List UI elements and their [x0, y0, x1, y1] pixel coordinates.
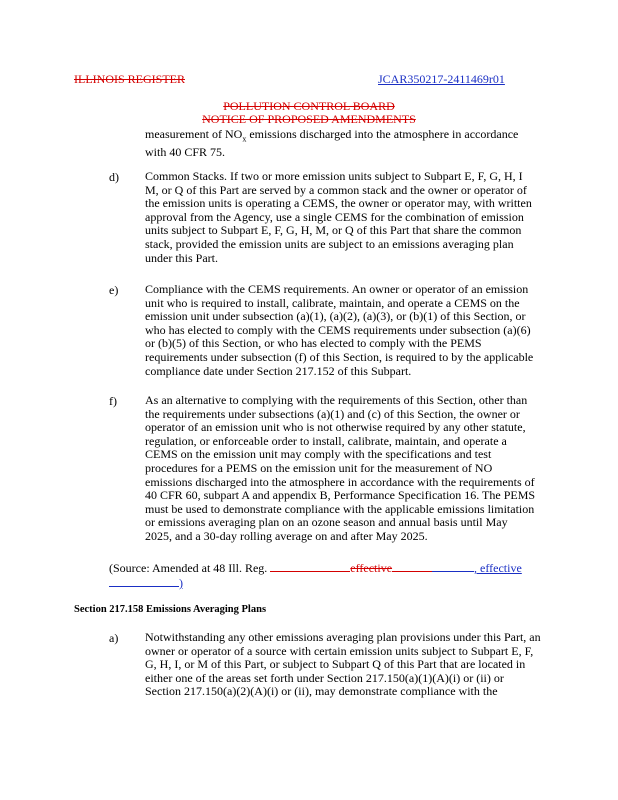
para-f [145, 394, 595, 544]
para-f-line: As an alternative to complying with the requirements of this Section, other than [145, 393, 528, 407]
source-blank-struck [270, 561, 350, 572]
jcar-code [378, 72, 505, 87]
para-f-line: or emissions averaging plan on an ozone season and annual basis until May [145, 515, 508, 530]
para-e-line: compliance date under Section 217.152 of this Subpart. [145, 363, 412, 378]
board-title-text: POLLUTION CONTROL BOARD [223, 99, 395, 113]
para-e-label: e) [109, 283, 119, 297]
para-a-line: G, H, I, or M of this Part, or subject to Subpart Q of this Part that are located in [145, 657, 526, 672]
para-a-line: owner or operator of a source with certain emission units subject to Subpart E, F, [145, 643, 534, 658]
para-f-line: the requirements under subsections (a)(1) and (c) of this Section, the owner or [145, 406, 520, 421]
para-f-line: regulation, or enforceable order to install, calibrate, maintain, and operate a [145, 433, 507, 448]
para-f-line: procedures for a PEMS on the emission unit for the measurement of NO [145, 460, 493, 475]
para-d-line: approval from the Agency, use a single CEMS for the combination of emission [145, 209, 524, 224]
para-f-line: operator of an emission unit who is not otherwise required by any other statute, [145, 420, 526, 435]
para-a-line: Notwithstanding any other emissions averaging plan provisions under this Part, an [145, 630, 541, 644]
source-note [109, 561, 589, 590]
para-a [145, 631, 600, 699]
para-d-line: the emission units is operating a CEMS, the owner or operator may, with written [145, 196, 532, 211]
section-heading: Section 217.158 Emissions Averaging Plans [74, 604, 267, 615]
source-line-1 [109, 561, 589, 576]
para-f-line: 2025, and a 30-day rolling average on and after May 2025. [145, 528, 428, 543]
para-e-line: or (b)(5) of this Section, or who has elected to comply with the PEMS [145, 336, 482, 351]
para-d-line: units subject to Subpart E, F, G, H, M, or Q of this Part that share the common [145, 223, 522, 238]
register-header: ILLINOIS REGISTER [74, 72, 185, 86]
para-e [145, 283, 595, 378]
para-a-label: a) [109, 631, 119, 645]
para-f-line: must be used to demonstrate compliance with the applicable emissions limitation [145, 501, 535, 516]
para-e-line: who has elected to comply with the CEMS requirements under subsection (a)(6) [145, 322, 531, 337]
notice-title-text: NOTICE OF PROPOSED AMENDMENTS [202, 112, 416, 126]
source-line-2 [109, 576, 589, 591]
para-e-line: emission unit under subsection (a)(1), (a)(2), (a)(3), or (b)(1) of this Section, or [145, 309, 526, 324]
source-close-paren: ) [179, 575, 183, 590]
intro-line-2: with 40 CFR 75. [145, 144, 226, 159]
para-f-line: emissions discharged into the atmosphere in accordance with the requirements of [145, 474, 535, 489]
intro-continuation [145, 128, 585, 160]
para-a-line: either one of the areas set forth under Section 217.150(a)(1)(A)(i) or (ii) or [145, 670, 504, 685]
source-prefix: (Source: Amended at 48 Ill. Reg. [109, 561, 268, 575]
para-e-line: Compliance with the CEMS requirements. An owner or operator of an emission [145, 282, 529, 296]
para-d [145, 170, 595, 265]
para-d-line: stack, provided the emission units are subject to an emissions averaging plan [145, 236, 514, 251]
para-e-line: requirements under subsection (f) of this Section, is required to by the applicable [145, 349, 534, 364]
notice-title [0, 113, 618, 126]
source-blank-insert-2 [109, 576, 179, 587]
para-a-line: Section 217.150(a)(2)(A)(i) or (ii), may demonstrate compliance with the [145, 684, 498, 699]
para-d-line: under this Part. [145, 250, 218, 265]
intro-line-1: measurement of $NO_x$ emissions discharged into the atmosphere in accordance [145, 127, 519, 144]
para-f-line: CEMS on the emission unit may comply with the specifications and test [145, 447, 492, 462]
para-f-label: f) [109, 394, 117, 408]
para-f-line: 40 CFR 60, subpart A and appendix B, Performance Specification 16. The PEMS [145, 488, 536, 503]
source-blank-struck-2 [392, 561, 432, 572]
para-d-line: Common Stacks. If two or more emission units subject to Subpart E, F, G, H, I [145, 169, 523, 183]
para-e-line: unit who is required to install, calibrate, maintain, and operate a CEMS on the [145, 295, 520, 310]
source-struck-effective: effective [350, 561, 393, 575]
jcar-code-main: JCAR350217-2411469 [378, 72, 489, 86]
para-d-line: M, or Q of this Part are served by a common stack and the owner or operator of [145, 182, 527, 197]
source-blank-insert [432, 561, 474, 572]
source-inserted-effective: , effective [474, 561, 522, 575]
jcar-code-suffix: r01 [488, 72, 505, 86]
para-d-label: d) [109, 170, 119, 184]
